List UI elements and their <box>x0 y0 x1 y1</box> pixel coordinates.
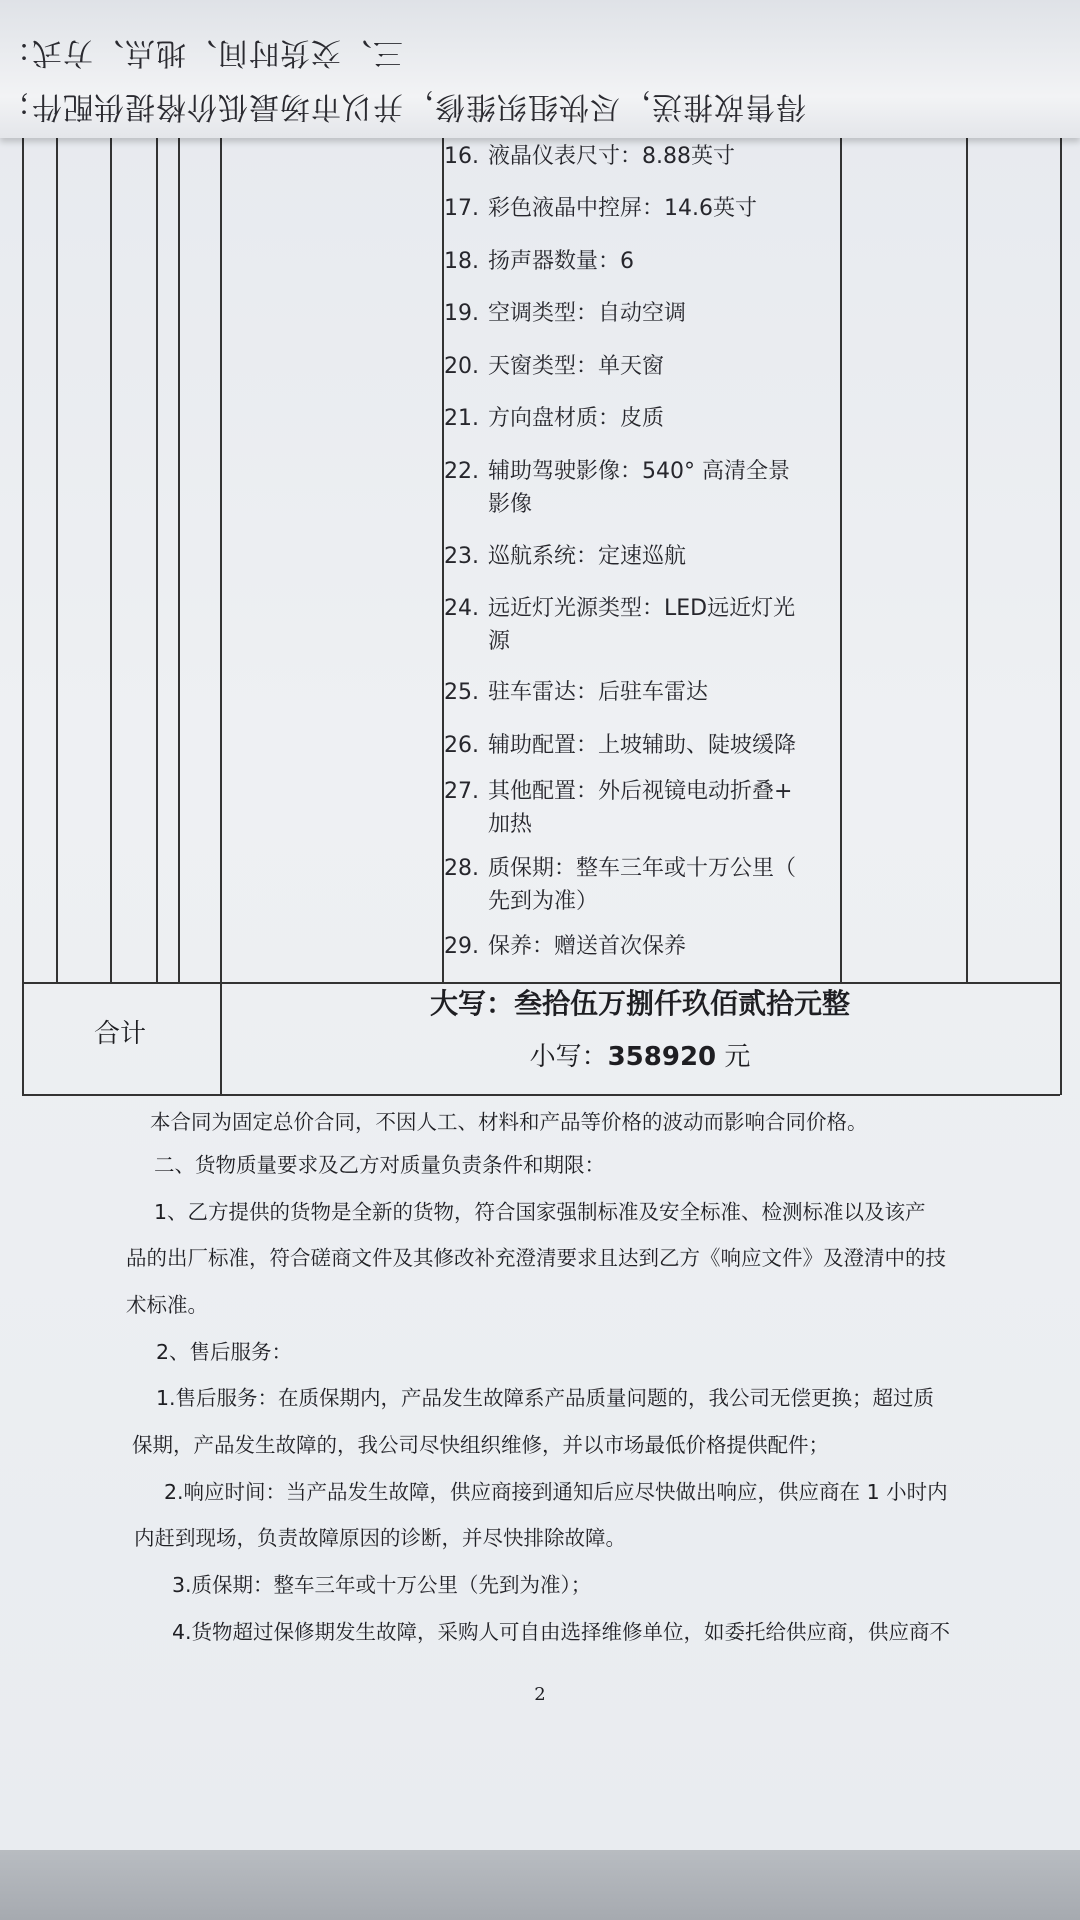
spec-item: 19. 空调类型：自动空调 <box>444 301 687 326</box>
total-amount-numeric: 小写：358920 元 <box>529 1042 751 1072</box>
paragraph-line: 保期，产品发生故障的，我公司尽快组织维修，并以市场最低价格提供配件； <box>132 1433 829 1457</box>
spec-item: 25. 驻车雷达：后驻车雷达 <box>444 680 709 705</box>
page-shadow <box>0 1850 1080 1920</box>
section-heading: 二、货物质量要求及乙方对质量负责条件和期限： <box>154 1153 605 1177</box>
folded-text-line: 得售故推送，尽快组织维修，并以市场最低价格提供配件； <box>0 89 806 124</box>
spec-item: 27. 其他配置：外后视镜电动折叠+ 加热 <box>444 779 793 837</box>
paragraph-line: 1.售后服务：在质保期内，产品发生故障系产品质量问题的，我公司无偿更换；超过质 <box>156 1386 935 1410</box>
spec-item: 16. 液晶仪表尺寸：8.88英寸 <box>444 144 735 169</box>
total-label: 合计 <box>94 1019 147 1049</box>
folded-previous-page <box>0 0 1080 138</box>
spec-item: 21. 方向盘材质：皮质 <box>444 406 665 431</box>
total-amount-uppercase: 大写：叁拾伍万捌仟玖佰贰拾元整 <box>429 987 850 1020</box>
paragraph-line: 4.货物超过保修期发生故障，采购人可自由选择维修单位，如委托给供应商，供应商不 <box>172 1620 951 1644</box>
section-heading: 2、售后服务： <box>156 1340 293 1364</box>
paragraph-line: 3.质保期：整车三年或十万公里（先到为准）； <box>172 1573 592 1597</box>
spec-item: 23. 巡航系统：定速巡航 <box>444 544 687 569</box>
page-number: 2 <box>534 1684 546 1705</box>
paragraph-line: 1、乙方提供的货物是全新的货物，符合国家强制标准及安全标准、检测标准以及该产 <box>154 1200 926 1224</box>
spec-item: 26. 辅助配置：上坡辅助、陡坡缓降 <box>444 733 797 758</box>
spec-item: 29. 保养：赠送首次保养 <box>444 934 687 959</box>
folded-text-line: 三、交货时间、地点、方式： <box>0 35 403 70</box>
paragraph-line: 本合同为固定总价合同，不因人工、材料和产品等价格的波动而影响合同价格。 <box>150 1110 868 1134</box>
paragraph-line: 术标准。 <box>126 1293 208 1317</box>
paragraph-line: 内赶到现场，负责故障原因的诊断，并尽快排除故障。 <box>134 1526 626 1550</box>
paragraph-line: 品的出厂标准，符合磋商文件及其修改补充澄清要求且达到乙方《响应文件》及澄清中的技 <box>126 1246 946 1270</box>
spec-item: 18. 扬声器数量：6 <box>444 249 634 274</box>
paragraph-line: 2.响应时间：当产品发生故障，供应商接到通知后应尽快做出响应，供应商在 1 小时内 <box>164 1480 948 1504</box>
spec-item: 17. 彩色液晶中控屏：14.6英寸 <box>444 196 757 221</box>
spec-item: 20. 天窗类型：单天窗 <box>444 354 665 379</box>
spec-item: 22. 辅助驾驶影像：540° 高清全景 影像 <box>444 459 790 517</box>
spec-item: 28. 质保期：整车三年或十万公里（ 先到为准） <box>444 856 797 914</box>
spec-item: 24. 远近灯光源类型：LED远近灯光 源 <box>444 596 796 654</box>
